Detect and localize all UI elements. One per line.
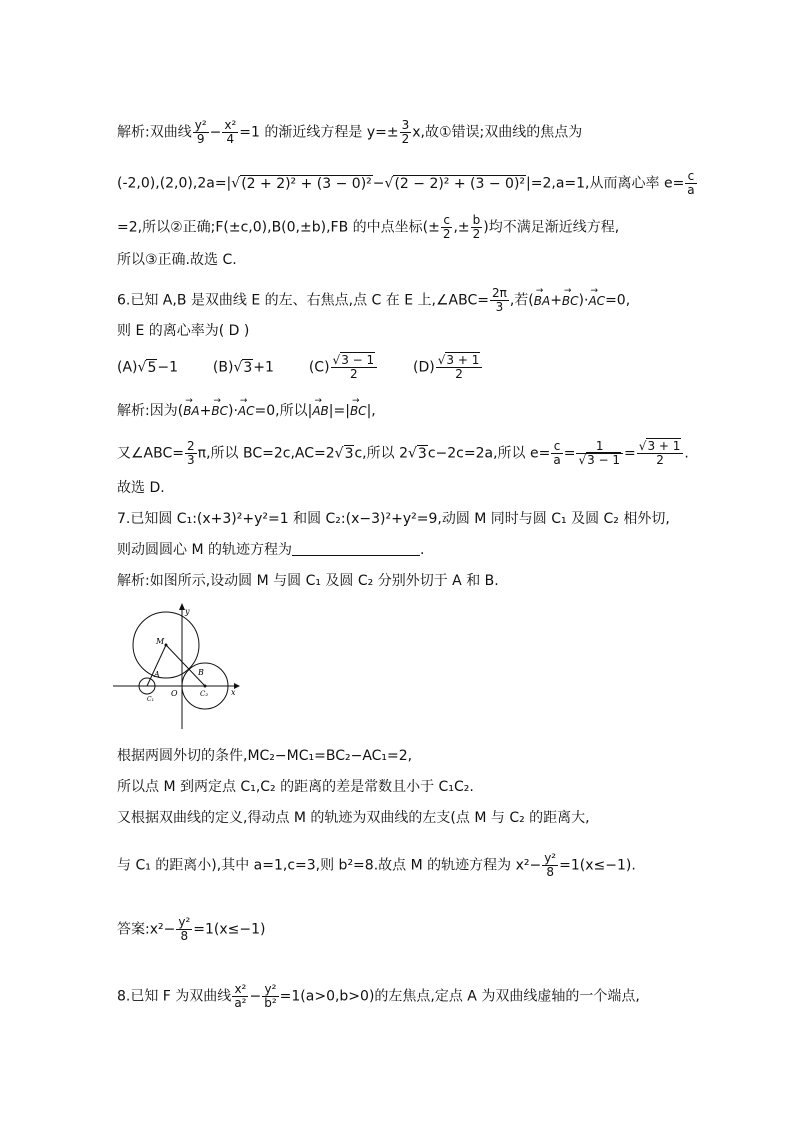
q7-line3: 解析:如图所示,设动圆 M 与圆 C₁ 及圆 C₂ 分别外切于 A 和 B. bbox=[117, 573, 499, 589]
q6-solution-line1 bbox=[117, 401, 376, 421]
sqrt-sign: √ bbox=[578, 453, 587, 467]
vector-BA: → BA bbox=[183, 401, 199, 421]
label-b: B bbox=[198, 668, 204, 677]
den: 2 bbox=[472, 227, 481, 241]
analysis5-line2 bbox=[117, 170, 698, 197]
text: c,所以 2 bbox=[354, 445, 408, 462]
sqrt-sign: √ bbox=[384, 175, 394, 192]
text: 6.已知 A,B 是双曲线 E 的左、右焦点,点 C 在 E 上,∠ABC= bbox=[117, 292, 489, 309]
fraction bbox=[685, 170, 696, 197]
sqrt-sign: √ bbox=[137, 359, 147, 376]
radicand: 3 bbox=[417, 445, 427, 462]
den: 9 bbox=[193, 132, 209, 146]
fraction bbox=[436, 354, 483, 381]
q6-line2: 则 E 的离心率为( D ) bbox=[117, 323, 250, 339]
q7-line6: 又根据双曲线的定义,得动点 M 的轨迹为双曲线的左支(点 M 与 C₂ 的距离大, bbox=[117, 810, 590, 826]
num: c bbox=[553, 439, 561, 453]
q6-line1 bbox=[117, 287, 630, 314]
num: 3 bbox=[401, 118, 410, 132]
text: 又∠ABC= bbox=[117, 445, 184, 462]
text: )· bbox=[578, 292, 589, 309]
den: a bbox=[687, 183, 695, 197]
num: 1 bbox=[595, 439, 604, 453]
fraction bbox=[222, 119, 238, 146]
den: 3 bbox=[187, 453, 195, 467]
radicand: (2 + 2)² + (3 − 0)² bbox=[241, 175, 372, 192]
radicand: 3 − 1 bbox=[587, 453, 621, 467]
label-y: y bbox=[185, 607, 190, 616]
q6-options bbox=[117, 354, 483, 381]
fraction bbox=[441, 214, 453, 241]
text: 解析:双曲线 bbox=[117, 124, 192, 141]
vector-BC: → BC bbox=[211, 401, 228, 421]
text: 解析:因为( bbox=[117, 403, 184, 419]
num bbox=[637, 440, 684, 453]
num bbox=[331, 354, 378, 367]
answer-blank bbox=[292, 541, 420, 556]
text: )· bbox=[228, 403, 238, 419]
sqrt-sign: √ bbox=[231, 175, 241, 192]
fraction bbox=[176, 916, 192, 943]
radicand: 3 bbox=[243, 359, 253, 376]
den: a² bbox=[234, 996, 247, 1010]
fraction bbox=[490, 287, 509, 314]
op: + bbox=[199, 403, 212, 419]
label-c1: C₁ bbox=[147, 696, 154, 703]
fraction bbox=[262, 983, 278, 1010]
fraction bbox=[551, 440, 562, 467]
num: c bbox=[687, 169, 695, 183]
text: |, bbox=[366, 403, 376, 419]
q7-line2 bbox=[117, 540, 424, 560]
radicand: 3 bbox=[344, 445, 354, 462]
den: 2 bbox=[442, 227, 451, 241]
fraction bbox=[193, 119, 209, 146]
radicand: (2 − 2)² + (3 − 0)² bbox=[394, 175, 526, 192]
q7-line5: 所以点 M 到两定点 C₁,C₂ 的距离的差是常数且小于 C₁C₂. bbox=[117, 779, 474, 795]
point-m bbox=[165, 644, 168, 647]
num: y² bbox=[178, 915, 191, 929]
text: 则动圆圆心 M 的轨迹方程为 bbox=[117, 542, 292, 558]
segment-mc1 bbox=[147, 645, 166, 686]
text: =0,所以| bbox=[254, 403, 313, 419]
option-d-label: (D) bbox=[413, 359, 435, 376]
fraction bbox=[232, 983, 248, 1010]
text: 答案:x²− bbox=[117, 921, 176, 938]
den: 2 bbox=[436, 367, 483, 381]
text: =1(a>0,b>0)的左焦点,定点 A 为双曲线虚轴的一个端点, bbox=[279, 988, 640, 1005]
num bbox=[436, 354, 483, 367]
q6-solution-line3: 故选 D. bbox=[117, 480, 165, 496]
den: a bbox=[553, 453, 561, 467]
analysis5-line1 bbox=[117, 119, 582, 146]
radicand: 3 − 1 bbox=[341, 353, 375, 367]
label-m: M bbox=[156, 637, 165, 646]
segment-mc2 bbox=[166, 645, 205, 686]
op: = bbox=[624, 445, 636, 462]
text: |=2,a=1,从而离心率 e= bbox=[526, 175, 685, 192]
q8-line1 bbox=[117, 983, 640, 1010]
fraction bbox=[542, 852, 558, 879]
fraction bbox=[637, 440, 684, 467]
circles-figure bbox=[110, 600, 245, 735]
text: x,故①错误;双曲线的焦点为 bbox=[412, 124, 583, 141]
text: . bbox=[419, 542, 425, 558]
den: 2 bbox=[331, 367, 378, 381]
num: c bbox=[443, 213, 450, 227]
vector-AC: → AC bbox=[238, 401, 255, 421]
text: ,± bbox=[453, 219, 470, 236]
sqrt-sign: √ bbox=[334, 445, 344, 462]
option-b-label: (B) bbox=[212, 359, 234, 376]
text: 8.已知 F 为双曲线 bbox=[117, 988, 232, 1005]
radicand: 5 bbox=[147, 359, 157, 376]
label-o: O bbox=[171, 689, 178, 698]
q7-line1: 7.已知圆 C₁:(x+3)²+y²=1 和圆 C₂:(x−3)²+y²=9,动圆 M 同时与圆 C₁ 及圆 C₂ 相外切, bbox=[117, 511, 670, 527]
text: −1 bbox=[157, 359, 178, 376]
text: =1 的渐近线方程是 y=± bbox=[239, 124, 399, 141]
num: y² bbox=[264, 982, 277, 996]
den bbox=[576, 453, 623, 467]
label-c2: C₂ bbox=[200, 690, 209, 698]
point-c2 bbox=[204, 685, 207, 688]
q7-line4: 根据两圆外切的条件,MC₂−MC₁=BC₂−AC₁=2, bbox=[117, 748, 413, 764]
analysis5-line4: 所以③正确.故选 C. bbox=[117, 252, 237, 268]
num: 2 bbox=[187, 439, 195, 453]
text: =1(x≤−1) bbox=[193, 921, 266, 938]
num: x² bbox=[224, 118, 237, 132]
vector-BC: → BC bbox=[350, 401, 367, 421]
text: |=| bbox=[328, 403, 350, 419]
text: c−2c=2a,所以 e= bbox=[427, 445, 551, 462]
q7-line7 bbox=[117, 852, 636, 879]
num: b bbox=[472, 213, 481, 227]
sqrt-sign: √ bbox=[638, 439, 647, 453]
fraction bbox=[185, 440, 197, 467]
option-c-label: (C) bbox=[308, 359, 330, 376]
den: b² bbox=[264, 996, 277, 1010]
text: +1 bbox=[253, 359, 274, 376]
label-a: A bbox=[154, 670, 160, 679]
option-a-label: (A) bbox=[117, 359, 138, 376]
radicand: 3 + 1 bbox=[647, 439, 681, 453]
q7-answer bbox=[117, 916, 266, 943]
sqrt-sign: √ bbox=[233, 359, 243, 376]
vector-AC: → AC bbox=[588, 291, 605, 311]
text: =2,所以②正确;F(±c,0),B(0,±b),FB 的中点坐标(± bbox=[117, 219, 440, 236]
op: − bbox=[209, 124, 222, 141]
den: 2 bbox=[401, 132, 410, 146]
radicand: 3 + 1 bbox=[446, 353, 480, 367]
text: )均不满足渐近线方程, bbox=[483, 219, 620, 236]
op: = bbox=[563, 445, 576, 462]
sqrt-sign: √ bbox=[332, 353, 341, 367]
text: =1(x≤−1). bbox=[559, 857, 636, 874]
den: 2 bbox=[637, 453, 684, 467]
text: π,所以 BC=2c,AC=2 bbox=[197, 445, 335, 462]
vector-BA: → BA bbox=[534, 291, 550, 311]
op: − bbox=[249, 988, 262, 1005]
sqrt-sign: √ bbox=[437, 353, 446, 367]
text: ,若( bbox=[509, 292, 534, 309]
op: + bbox=[550, 292, 562, 309]
op: − bbox=[372, 175, 385, 192]
text: =0, bbox=[605, 292, 631, 309]
vector-BC: → BC bbox=[562, 291, 579, 311]
analysis5-line3 bbox=[117, 214, 619, 241]
num: y² bbox=[544, 851, 557, 865]
q6-solution-line2: 又∠ABC= $\frac{2}{3}$ π,所以 BC=2c,AC=2√3c,所以 2√3c−2c=2a,所以 e= $\frac{c}{a}$ = $\frac{1}{√3 - 1}$ = $\frac{√3 + 1}{2}$ . bbox=[117, 439, 689, 467]
vector-AB: → AB bbox=[312, 401, 328, 421]
label-x: x bbox=[231, 688, 236, 697]
fraction bbox=[331, 354, 378, 381]
num: y² bbox=[194, 118, 207, 132]
fraction bbox=[471, 214, 483, 241]
sqrt-sign: √ bbox=[408, 445, 417, 462]
den: 8 bbox=[176, 929, 192, 943]
den: 8 bbox=[542, 865, 558, 879]
den: 4 bbox=[222, 132, 238, 146]
text: (-2,0),(2,0),2a=| bbox=[117, 175, 232, 192]
text: 与 C₁ 的距离小),其中 a=1,c=3,则 b²=8.故点 M 的轨迹方程为 x²− bbox=[117, 857, 542, 874]
den: 3 bbox=[490, 300, 509, 314]
num: 2π bbox=[491, 286, 507, 300]
fraction bbox=[576, 440, 623, 467]
fraction bbox=[400, 119, 412, 146]
num: x² bbox=[234, 982, 247, 996]
